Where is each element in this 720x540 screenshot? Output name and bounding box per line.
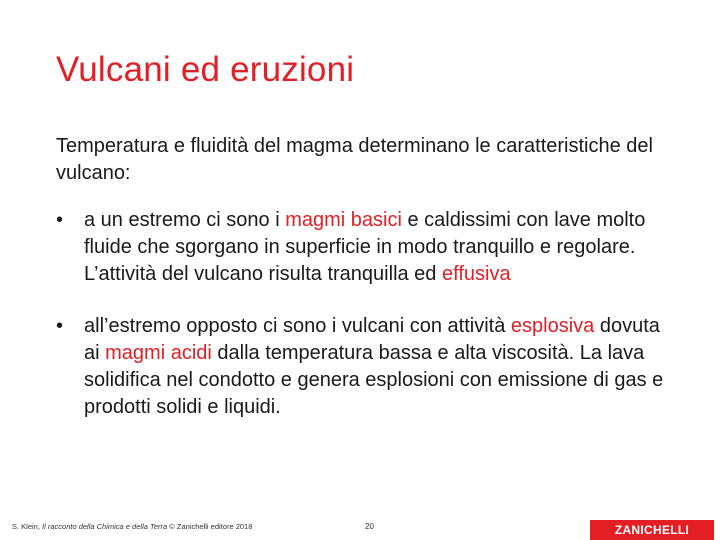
highlight-term: esplosiva [510, 315, 595, 337]
footer-book-title: Il racconto della Chimica e della Terra [42, 522, 168, 531]
bullet-text: a un estremo ci sono i [84, 209, 286, 231]
bullet-text: all’estremo opposto ci sono i vulcani con attività [84, 315, 511, 337]
bullet-text: e caldissimi con lave molto fluide che sgorgano in superficie in modo tranquillo e regolare. L’attività del vulcano risulta tranquilla ed [84, 209, 646, 285]
bullet-text: dovuta ai [84, 315, 660, 364]
page-number: 20 [365, 522, 374, 531]
bullet-text: dalla temperatura bassa e alta viscosità. La lava solidifica nel condotto e genera esplosioni con emissione di gas e prodotti solidi e liquidi. [84, 342, 664, 418]
bullet-item-acid-magma [56, 313, 666, 421]
highlight-term: magmi acidi [105, 342, 212, 364]
publisher-logo: ZANICHELLI [590, 520, 714, 540]
bullet-icon: • [56, 315, 64, 337]
slide-title: Vulcani ed eruzioni [56, 50, 355, 89]
footer-citation [12, 522, 252, 531]
footer-publisher: © Zanichelli editore 2018 [167, 522, 253, 531]
bullet-list [56, 207, 666, 421]
bullet-item-basic-magma [56, 207, 666, 288]
bullet-icon: • [56, 209, 64, 231]
footer-author: S. Klein, [12, 522, 43, 531]
highlight-term: effusiva [442, 263, 511, 285]
highlight-term: magmi basici [285, 209, 402, 231]
intro-text: Temperatura e fluidità del magma determinano le caratteristiche del vulcano: [56, 135, 653, 184]
